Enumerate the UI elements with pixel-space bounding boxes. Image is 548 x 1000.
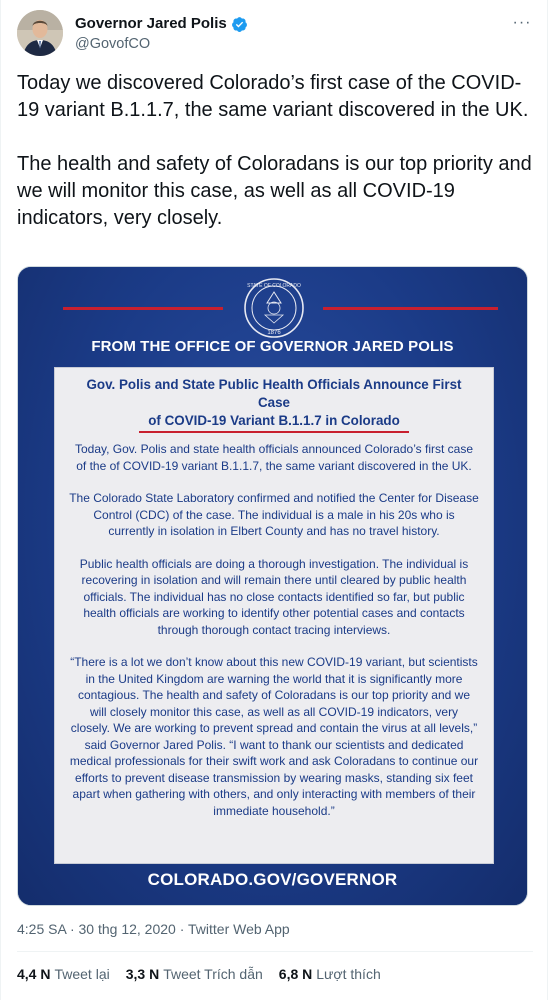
retweets-stat[interactable]	[17, 965, 110, 983]
red-divider-left	[63, 307, 223, 310]
quotes-stat[interactable]	[126, 965, 263, 983]
tweet-header	[17, 10, 533, 58]
avatar[interactable]	[17, 10, 63, 56]
tweet-text	[17, 70, 533, 232]
tweet-meta	[17, 920, 290, 938]
paragraph-gap	[17, 124, 533, 151]
retweets-count: 4,4 N	[17, 966, 51, 982]
body-paragraph: Today, Gov. Polis and state health officials announced Colorado’s first case of the of COVID-19 variant B.1.1.7, the same variant discovered in the UK.	[74, 442, 473, 473]
headline-line-2: of COVID-19 Variant B.1.1.7 in Colorado	[148, 413, 400, 428]
stats-divider	[17, 951, 533, 952]
red-divider-right	[323, 307, 498, 310]
headline-underline	[139, 431, 409, 433]
tweet-image[interactable]	[17, 266, 528, 906]
tweet-date[interactable]: 30 thg 12, 2020	[78, 921, 176, 937]
seal-text: STATE OF COLORADO	[247, 283, 301, 289]
tweet-time[interactable]: 4:25 SA	[17, 921, 67, 937]
likes-stat[interactable]	[279, 965, 381, 983]
body-paragraph: The Colorado State Laboratory confirmed and notified the Center for Disease Control (CDC) of the case. The individual is a male in his 20s who is currently in isolation in Elbert County and has no travel history.	[69, 491, 479, 538]
likes-count: 6,8 N	[278, 966, 313, 982]
tweet-source[interactable]: Twitter Web App	[188, 921, 290, 937]
tweet-paragraph-2: The health and safety of Coloradans is our top priority and we will monitor this case, as well as all COVID-19 indicators, very closely.	[17, 153, 532, 229]
website-url: COLORADO.GOV/GOVERNOR	[147, 870, 398, 889]
press-release-paper	[54, 367, 494, 864]
press-release-body	[69, 441, 479, 819]
avatar-portrait-icon	[17, 10, 63, 56]
meta-separator: ·	[179, 921, 185, 937]
office-title: FROM THE OFFICE OF GOVERNOR JARED POLIS	[91, 338, 454, 355]
likes-label: Lượt thích	[316, 966, 381, 982]
verified-badge-icon	[231, 16, 248, 33]
meta-separator: ·	[69, 921, 75, 937]
quotes-label: Tweet Trích dẫn	[163, 966, 263, 982]
author-names	[75, 14, 248, 54]
display-name-row	[75, 14, 248, 34]
tweet-paragraph-1: Today we discovered Colorado’s first case of the COVID-19 variant B.1.1.7, the same variant discovered in the UK.	[17, 72, 529, 121]
display-name[interactable]: Governor Jared Polis	[75, 15, 227, 32]
author-handle[interactable]: @GovofCO	[75, 36, 151, 52]
tweet-stats	[17, 965, 381, 983]
body-paragraph: Public health officials are doing a thorough investigation. The individual is recovering in isolation and will remain there until cleared by public health officials. The individual has no close contacts identified so far, but public health officials are working to identify other potential cases and contacts through thorough contact tracing interviews.	[79, 556, 469, 637]
colorado-state-seal-icon	[243, 277, 305, 339]
retweets-label: Tweet lại	[54, 966, 110, 982]
press-release-headline	[69, 376, 479, 430]
headline-line-1: Gov. Polis and State Public Health Officials Announce First Case	[86, 377, 462, 410]
seal-year: 1876	[267, 330, 281, 336]
more-dots-icon[interactable]: ···	[512, 14, 532, 31]
body-paragraph: “There is a lot we don’t know about this new COVID-19 variant, but scientists in the United Kingdom are warning the world that it is significantly more contagious. The health and safety of Coloradans is our top priority and we will closely monitor this case, as well as all COVID-19 indicators, very closely. We are working to prevent spread and contain the virus at all levels,” said Governor Jared Polis. “I want to thank our scientists and dedicated medical professionals for their swift work and ask Coloradans to continue our efforts to prevent disease transmission by wearing masks, standing six feet apart when gathering with others, and only interacting with members of their immediate household.”	[69, 655, 479, 818]
quotes-count: 3,3 N	[125, 966, 160, 982]
